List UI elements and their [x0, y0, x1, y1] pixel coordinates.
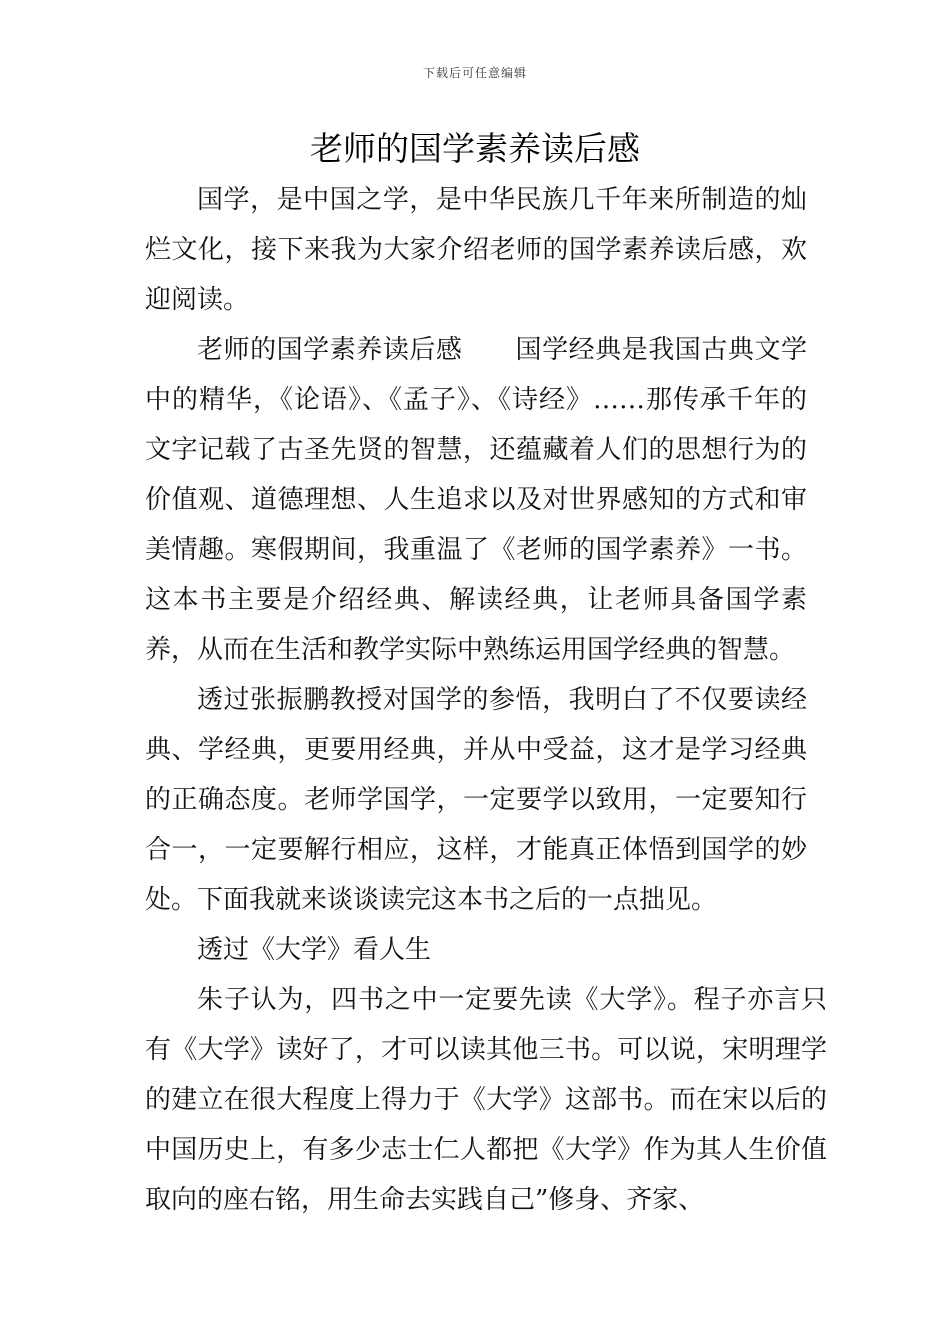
- paragraph-classics: 老师的国学素养读后感 国学经典是我国古典文学中的精华，《论语》、《孟子》、《诗经》……那传承千年的文字记载了古圣先贤的智慧，还蕴藏着人们的思想行为的价值观、道德理想、人生追求以及对世界感知的方式和审美情趣。寒假期间，我重温了《老师的国学素养》一书。这本书主要是介绍经典、解读经典，让老师具备国学素养，从而在生活和教学实际中熟练运用国学经典的智慧。: [145, 335, 807, 665]
- header-note: 下载后可任意编辑: [422, 66, 527, 80]
- document-title: 老师的国学素养读后感: [310, 129, 640, 168]
- section-subheading: 透过《大学》看人生: [197, 935, 432, 965]
- paragraph-insight: 透过张振鹏教授对国学的参悟，我明白了不仅要读经典、学经典，更要用经典，并从中受益，这才是学习经典的正确态度。老师学国学，一定要学以致用，一定要知行合一，一定要解行相应，这样，才能真正体悟到国学的妙处。下面我就来谈谈读完这本书之后的一点拙见。: [145, 685, 807, 915]
- paragraph-daxue: 朱子认为，四书之中一定要先读《大学》。程子亦言只有《大学》读好了，才可以读其他三书。可以说，宋明理学的建立在很大程度上得力于《大学》这部书。而在宋以后的中国历史上，有多少志士仁人都把《大学》作为其人生价值取向的座右铭，用生命去实践自己”修身、齐家、: [145, 985, 827, 1215]
- document-body: [145, 175, 827, 1225]
- paragraph-intro: 国学，是中国之学，是中华民族几千年来所制造的灿烂文化，接下来我为大家介绍老师的国学素养读后感，欢迎阅读。: [145, 185, 807, 315]
